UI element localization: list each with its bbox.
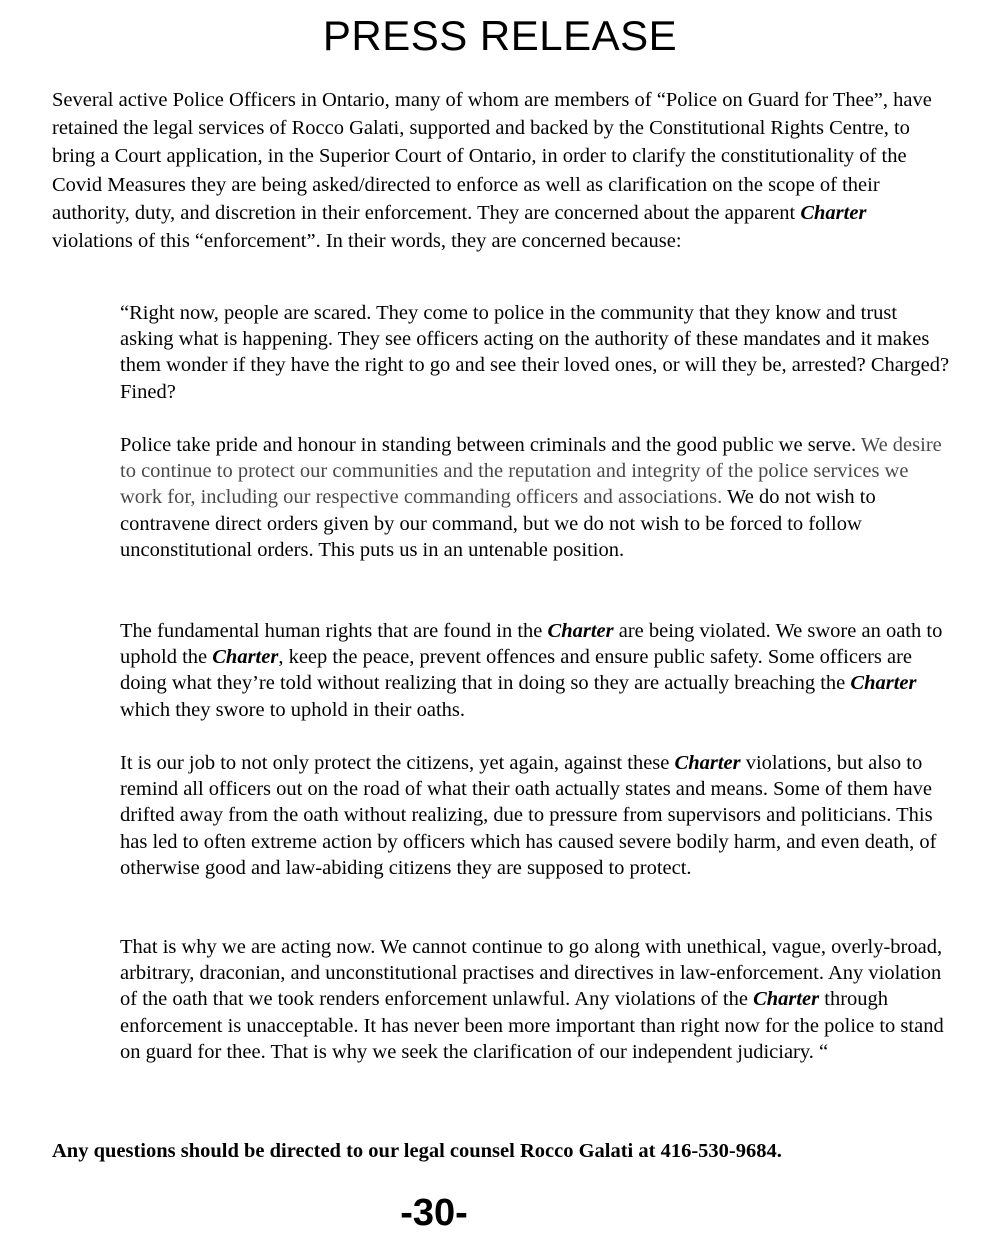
quote-text-3b: are being violated. We swore an oath to uphold the <box>120 620 943 669</box>
charter-emphasis: Charter <box>547 620 614 642</box>
quote-paragraph-1 <box>120 300 952 405</box>
quote-paragraph-3 <box>120 618 952 723</box>
quote-text-5b: through enforcement is unacceptable. It has never been more important than right now for the police to stand on guard for thee. That is why we seek the clarification of our independent judiciary. “ <box>120 988 944 1063</box>
quote-text-2b: We desire to continue to protect our communities and the reputation and integrity of the police services we work for, including our respective commanding officers and associations. <box>120 434 942 509</box>
quote-paragraph-5 <box>120 934 952 1065</box>
charter-emphasis: Charter <box>753 988 820 1011</box>
quote-paragraph-4 <box>120 750 952 881</box>
page-title: PRESS RELEASE <box>322 12 678 59</box>
quote-text-3a: The fundamental human rights that are found in the <box>120 620 543 642</box>
quote-text-1: “Right now, people are scared. They come to police in the community that they know and trust asking what is happening. They see officers acting on the authority of these mandates and it makes them wonder if they have the right to go and see their loved ones, or will they be, arrested? Charged? Fined? <box>120 302 950 403</box>
quote-text-5a: That is why we are acting now. We cannot continue to go along with unethical, vague, overly-broad, arbitrary, draconian, and unconstitutional practises and directives in law-enforcement. Any violation of the oath that we took renders enforcement unlawful. Any violations of the <box>120 936 943 1011</box>
charter-emphasis: Charter <box>850 672 917 695</box>
quote-text-4a: It is our job to not only protect the citizens, yet again, against these <box>120 752 670 774</box>
contact-line: Any questions should be directed to our legal counsel Rocco Galati at 416-530-9684. <box>52 1140 782 1162</box>
lead-paragraph <box>52 86 952 255</box>
charter-emphasis: Charter <box>800 201 867 224</box>
quote-paragraph-2 <box>120 432 952 563</box>
lead-text-1: Several active Police Officers in Ontario, many of whom are members of “Police on Guard for Thee”, have retained the legal services of Rocco Galati, supported and backed by the Constitutional Rights Centre, to bring a Court application, in the Superior Court of Ontario, in order to clarify the constitutionality of the Covid Measures they are being asked/directed to enforce as well as clarification on the scope of their authority, duty, and discretion in their enforcement. They are concerned about the apparent <box>52 89 932 224</box>
quote-text-4b: violations, but also to remind all officers out on the road of what their oath actually states and means. Some of them have drifted away from the oath without realizing, due to pressure from supervisors and politicians. This has led to often extreme action by officers which has caused severe bodily harm, and even death, of otherwise good and law-abiding citizens they are supposed to protect. <box>120 752 937 879</box>
quote-text-3c: , keep the peace, prevent offences and ensure public safety. Some officers are doing what they’re told without realizing that in doing so they are actually breaching the <box>120 646 913 695</box>
charter-emphasis: Charter <box>212 646 279 669</box>
quote-text-2a: Police take pride and honour in standing between criminals and the good public we serve. <box>120 434 857 456</box>
end-of-release-mark: -30- <box>400 1192 468 1234</box>
quote-text-2c: We do not wish to contravene direct orders given by our command, but we do not wish to be forced to follow unconstitutional orders. This puts us in an untenable position. <box>120 486 876 561</box>
lead-text-2: violations of this “enforcement”. In their words, they are concerned because: <box>52 230 682 253</box>
charter-emphasis: Charter <box>674 752 741 774</box>
quote-text-3d: which they swore to uphold in their oaths. <box>120 698 466 721</box>
